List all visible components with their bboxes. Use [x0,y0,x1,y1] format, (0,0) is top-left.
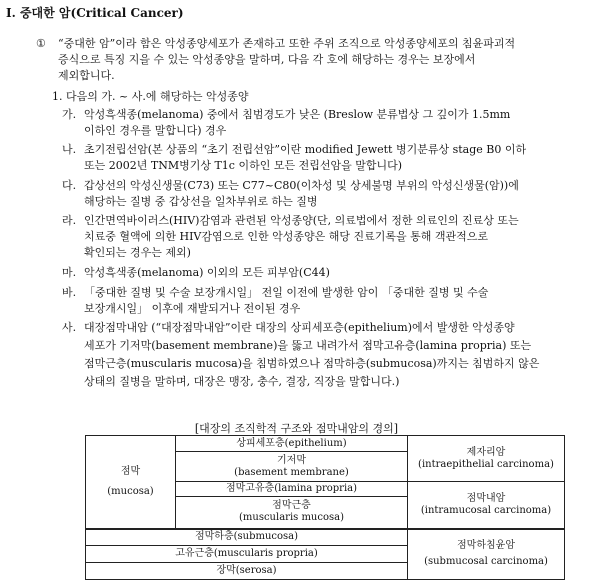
subitem-line: 초기전립선암(본 상품의 “초기 전립선암”이란 modified Jewett 병기분류상 stage B0 이하 [84,143,527,156]
subitem-line: 확인되는 경우는 제외) [84,246,191,259]
subitem-mark: 가. [62,108,77,121]
clause-text-line: 증식으로 특징 지을 수 있는 악성종양을 말하며, 다음 각 호에 해당하는 경우는 보장에서 [58,53,476,66]
colon-structure-table [85,435,565,580]
muscularis-label: 점막근층 [272,500,311,512]
subitem-line: 악성흑색종(melanoma) 중에서 침범경도가 낮은 (Breslow 분류법상 그 깊이가 1.5mm [84,108,511,121]
subitem-mark: 바. [62,286,77,299]
intraepithelial-cell [408,436,565,482]
clause-text-line: 제외합니다. [58,69,115,82]
mucosa-label-en: (mucosa) [107,485,154,497]
subitem-line: 상태의 질병을 말하며, 대장은 맹장, 충수, 결장, 직장을 말합니다.) [84,375,400,388]
subitem-mark: 라. [62,214,77,227]
basement-label-en: (basement membrane) [234,466,349,478]
submucosa-cell: 점막하층(submucosa) [86,529,408,546]
basement-label: 기저막 [277,454,306,466]
item-heading: 1. 다음의 가. ~ 사.에 해당하는 악성종양 [52,90,249,103]
subitem-line: 세포가 기저막(basement membrane)을 뚫고 내려가서 점막고유층(lamina propria) 또는 [84,339,532,352]
lamina-cell: 점막고유층(lamina propria) [176,482,408,497]
subitem-mark: 마. [62,266,77,279]
subitem-line: 악성흑색종(melanoma) 이외의 모든 피부암(C44) [84,266,330,279]
muscularis-label-en: (muscularis mucosa) [239,512,344,524]
subitem-line: 점막근층(muscularis mucosa)을 침범하였으나 점막하층(submucosa)까지는 침범하지 않은 [84,357,540,370]
submucosal-carcinoma-cell [408,529,565,580]
intraepithelial-label: 제자리암 [466,446,506,458]
intramucosal-label-en: (intramucosal carcinoma) [420,504,552,516]
basement-cell [176,452,408,482]
mucosa-cell [86,436,176,529]
subitem-line: 또는 2002년 TNM병기상 T1c 이하인 모든 전립선암을 말합니다) [84,159,403,172]
muscularis-cell [176,497,408,529]
section-title: Ⅰ. 중대한 암(Critical Cancer) [6,6,184,20]
epithelium-cell: 상피세포층(epithelium) [176,436,408,452]
table-caption: [대장의 조직학적 구조와 점막내암의 경의] [194,422,399,435]
intraepithelial-label-en: (intraepithelial carcinoma) [418,458,554,470]
subitem-line: 「중대한 질병 및 수술 보장개시일」 전일 이전에 발생한 암이 「중대한 질병 및 수술 [84,286,489,299]
subitem-line: 이하인 경우를 말합니다) 경우 [84,124,227,137]
intramucosal-cell [408,482,565,529]
clause-marker: ① [36,37,46,50]
subitem-mark: 다. [62,179,77,192]
submucosal-carcinoma-label: 점막하침윤암 [457,540,515,552]
subitem-line: 갑상선의 악성신생물(C73) 또는 C77~C80(이차성 및 상세불명 부위의 악성신생물(암))에 [84,179,519,192]
subitem-line: 치료중 혈액에 의한 HIV감염으로 인한 악성종양은 해당 진료기록을 통해 객관적으로 [84,230,489,243]
subitem-line: 대장점막내암 (“대장점막내암”이란 대장의 상피세포층(epithelium)에서 발생한 악성종양 [84,321,515,334]
subitem-mark: 나. [62,143,77,156]
serosa-cell: 장막(serosa) [86,563,408,580]
subitem-line: 보장개시일」 이후에 재발되거나 전이된 경우 [84,302,301,315]
subitem-line: 인간면역바이러스(HIV)감염과 관련된 악성종양(단, 의료법에서 정한 의료인의 진료상 또는 [84,214,519,227]
intramucosal-label: 점막내암 [466,492,506,504]
submucosal-carcinoma-label-en: (submucosal carcinoma) [424,556,548,568]
muscularis-propria-cell: 고유근층(muscularis propria) [86,546,408,563]
mucosa-label: 점막 [120,465,141,477]
subitem-mark: 사. [62,321,77,334]
subitem-line: 해당하는 질병 중 갑상선을 일차부위로 하는 질병 [84,195,318,208]
clause-text-line: “중대한 암”이라 함은 악성종양세포가 존재하고 또한 주위 조직으로 악성종양세포의 침윤파괴적 [58,37,516,50]
